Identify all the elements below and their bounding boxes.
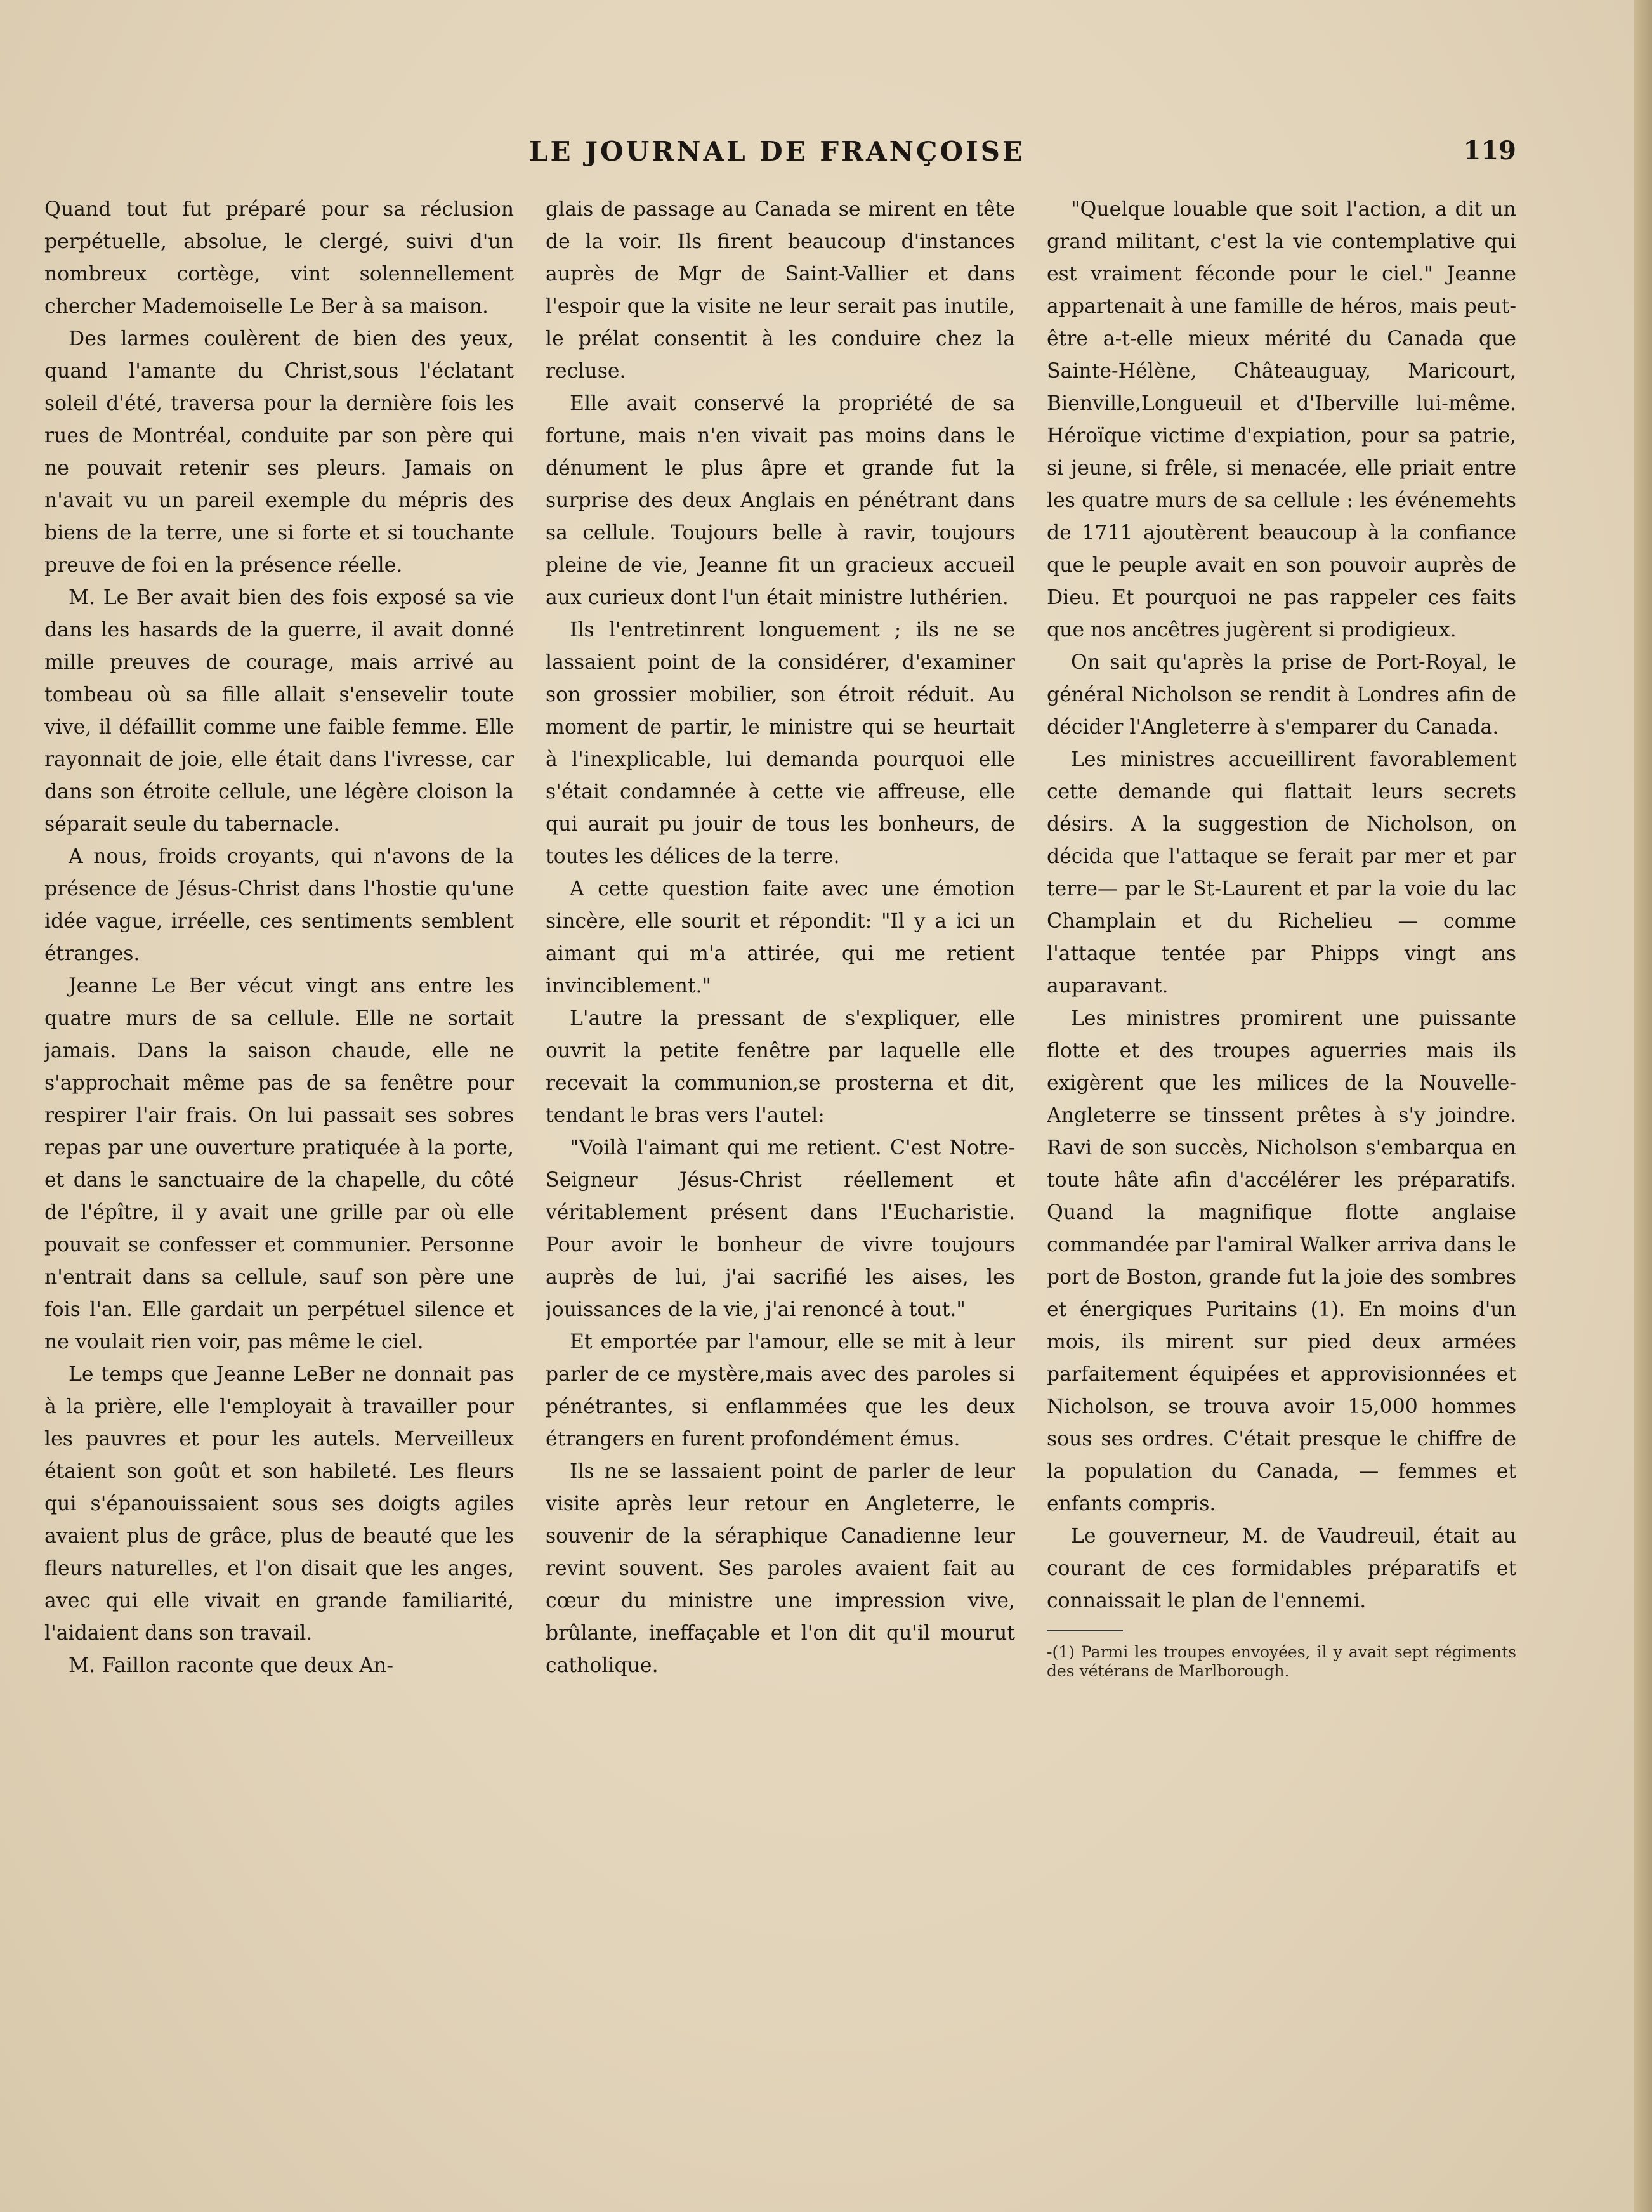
paragraph: Et emportée par l'amour, elle se mit à leur parler de ce mystère,mais avec des paroles si pénétrantes, si enflammées que les deux étrangers en furent profondément émus.	[546, 1331, 1015, 1451]
paragraph: "Voilà l'aimant qui me retient. C'est Notre-Seigneur Jésus-Christ réellement et véritablement présent dans l'Eucharistie. Pour avoir le bonheur de vivre toujours auprès de lui, j'ai sacrifié les aises, les jouissances de la vie, j'ai renoncé à tout."	[546, 1136, 1015, 1321]
footnote: -(1) Parmi les troupes envoyées, il y avait sept régiments des vétérans de Marlborough.	[1047, 1643, 1516, 1680]
paragraph: Jeanne Le Ber vécut vingt ans entre les quatre murs de sa cellule. Elle ne sortait jamais. Dans la saison chaude, elle ne s'approchait même pas de sa fenêtre pour respirer l'air frais. On lui passait ses sobres repas par une ouverture pratiquée à la porte, et dans le sanctuaire de la chapelle, du côté de l'épître, il y avait une grille par où elle pouvait se confesser et communier. Personne n'entrait dans sa cellule, sauf son père une fois l'an. Elle gardait un perpétuel silence et ne voulait rien voir, pas même le ciel.	[44, 975, 514, 1353]
page-edge	[1634, 0, 1652, 2212]
paragraph: M. Faillon raconte que deux An-	[69, 1654, 393, 1677]
paragraph: Les ministres accueillirent favorablement cette demande qui flattait leurs secrets désirs. A la suggestion de Nicholson, on décida que l'attaque se ferait par mer et par terre— par le St-Laurent et par la voie du lac Champlain et du Richelieu — comme l'attaque tentée par Phipps vingt ans auparavant.	[1047, 748, 1516, 997]
paragraph: On sait qu'après la prise de Port-Royal, le général Nicholson se rendit à Londres afin de décider l'Angleterre à s'emparer du Canada.	[1047, 651, 1516, 739]
paragraph: Des larmes coulèrent de bien des yeux, quand l'amante du Christ,sous l'éclatant soleil d'été, traversa pour la dernière fois les rues de Montréal, conduite par son père qui ne pouvait retenir ses pleurs. Jamais on n'avait vu un pareil exemple du mépris des biens de la terre, une si forte et si touchante preuve de foi en la présence réelle.	[44, 327, 514, 577]
paragraph: Quand tout fut préparé pour sa réclusion perpétuelle, absolue, le clergé, suivi d'un nombreux cortège, vint solennellement chercher Mademoiselle Le Ber à sa maison.	[44, 198, 514, 318]
paragraph: Ils ne se lassaient point de parler de leur visite après leur retour en Angleterre, le souvenir de la séraphique Canadienne leur revint souvent. Ses paroles avaient fait au cœur du ministre une impression vive, brûlante, ineffaçable et l'on dit qu'il mourut catholique.	[546, 1460, 1015, 1677]
paragraph: Les ministres promirent une puissante flotte et des troupes aguerries mais ils exigèrent que les milices de la Nouvelle-Angleterre se tinssent prêtes à s'y joindre. Ravi de son succès, Nicholson s'embarqua en toute hâte afin d'accélérer les préparatifs. Quand la magnifique flotte anglaise commandée par l'amiral Walker arriva dans le port de Boston, grande fut la joie des sombres et énergiques Puritains (1). En moins d'un mois, ils mirent sur pied deux armées parfaitement équipées et approvisionnées et Nicholson, se trouva avoir 15,000 hommes sous ses ordres. C'était presque le chiffre de la population du Canada, — femmes et enfants compris.	[1047, 1007, 1516, 1515]
column-1	[44, 194, 514, 2097]
text-columns	[44, 194, 1516, 2097]
paragraph: glais de passage au Canada se mirent en tête de la voir. Ils firent beaucoup d'instances auprès de Mgr de Saint-Vallier et dans l'espoir que la visite ne leur serait pas inutile, le prélat consentit à les conduire chez la recluse.	[546, 198, 1015, 383]
paragraph: Ils l'entretinrent longuement ; ils ne se lassaient point de la considérer, d'examiner son grossier mobilier, son étroit réduit. Au moment de partir, le ministre qui se heurtait à l'inexplicable, lui demanda pourquoi elle s'était condamnée à cette vie affreuse, elle qui aurait pu jouir de tous les bonheurs, de toutes les délices de la terre.	[546, 619, 1015, 868]
column-2	[546, 194, 1015, 2097]
paragraph: A cette question faite avec une émotion sincère, elle sourit et répondit: "Il y a ici un aimant qui m'a attirée, qui me retient invinciblement."	[546, 878, 1015, 997]
column-3	[1047, 194, 1516, 2097]
paragraph: Le temps que Jeanne LeBer ne donnait pas à la prière, elle l'employait à travailler pour les pauvres et pour les autels. Merveilleux étaient son goût et son habileté. Les fleurs qui s'épanouissaient sous ses doigts agiles avaient plus de grâce, plus de beauté que les fleurs naturelles, et l'on disait que les anges, avec qui elle vivait en grande familiarité, l'aidaient dans son travail.	[44, 1363, 514, 1645]
page-header	[38, 127, 1516, 171]
running-title: LE JOURNAL DE FRANÇOISE	[528, 136, 1026, 167]
page-number: 119	[1463, 136, 1516, 166]
paragraph: Le gouverneur, M. de Vaudreuil, était au courant de ces formidables préparatifs et connaissait le plan de l'ennemi.	[1047, 1525, 1516, 1612]
paragraph: M. Le Ber avait bien des fois exposé sa vie dans les hasards de la guerre, il avait donné mille preuves de courage, mais arrivé au tombeau où sa fille allait s'ensevelir toute vive, il défaillit comme une faible femme. Elle rayonnait de joie, elle était dans l'ivresse, car dans son étroite cellule, une légère cloison la séparait seule du tabernacle.	[44, 586, 514, 836]
paragraph: Elle avait conservé la propriété de sa fortune, mais n'en vivait pas moins dans le dénument le plus âpre et grande fut la surprise des deux Anglais en pénétrant dans sa cellule. Toujours belle à ravir, toujours pleine de vie, Jeanne fit un gracieux accueil aux curieux dont l'un était ministre luthérien.	[546, 392, 1015, 609]
paragraph: L'autre la pressant de s'expliquer, elle ouvrit la petite fenêtre par laquelle elle recevait la communion,se prosterna et dit, tendant le bras vers l'autel:	[546, 1007, 1015, 1127]
paragraph: A nous, froids croyants, qui n'avons de la présence de Jésus-Christ dans l'hostie qu'une idée vague, irréelle, ces sentiments semblent étranges.	[44, 845, 514, 965]
paragraph: "Quelque louable que soit l'action, a dit un grand militant, c'est la vie contemplative qui est vraiment féconde pour le ciel." Jeanne appartenait à une famille de héros, mais peut-être a-t-elle mieux mérité du Canada que Sainte-Hélène, Châteauguay, Maricourt, Bienville,Longueuil et d'Iberville lui-même. Héroïque victime d'expiation, pour sa patrie, si jeune, si frêle, si menacée, elle priait entre les quatre murs de sa cellule : les événemehts de 1711 ajoutèrent beaucoup à la confiance que le peuple avait en son pouvoir auprès de Dieu. Et pourquoi ne pas rappeler ces faits que nos ancêtres jugèrent si prodigieux.	[1047, 198, 1516, 642]
footnote-divider	[1047, 1630, 1123, 1631]
